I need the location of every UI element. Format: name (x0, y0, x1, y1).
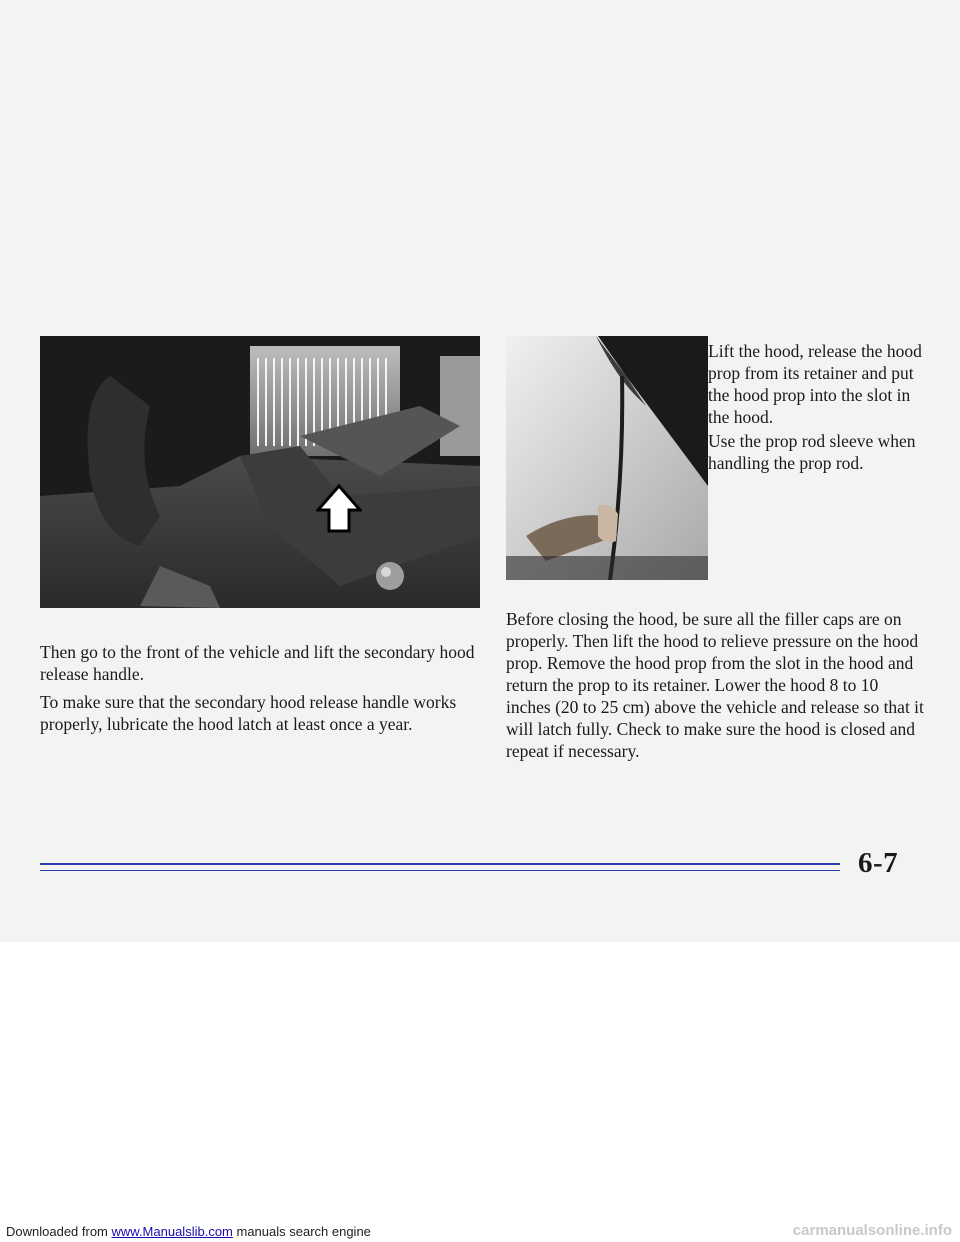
hood-release-photo (40, 336, 480, 608)
side-paragraph-1: Lift the hood, release the hood prop from its retainer and put the hood prop into the slot in the hood. (708, 341, 922, 427)
lubricate-latch-paragraph: To make sure that the secondary hood release handle works properly, lubricate the hood latch at least once a year. (40, 692, 457, 734)
hood-release-illustration (40, 336, 480, 608)
page-number: 6-7 (858, 847, 899, 879)
footer-suffix: manuals search engine (232, 1224, 371, 1239)
secondary-release-paragraph: Then go to the front of the vehicle and lift the secondary hood release handle. (40, 642, 475, 684)
watermark: carmanualsonline.info (792, 1222, 952, 1239)
prop-rod-illustration (506, 336, 708, 580)
side-paragraph-2: Use the prop rod sleeve when handling the prop rod. (708, 431, 916, 473)
footer-prefix: Downloaded from (6, 1224, 112, 1239)
arrow-up-icon (316, 484, 362, 534)
closing-hood-paragraph: Before closing the hood, be sure all the filler caps are on properly. Then lift the hood to relieve pressure on the hood prop. Remove the hood prop from the slot in the hood and return the prop to its retainer. Lower the hood 8 to 10 inches (20 to 25 cm) above the vehicle and release so that it will latch fully. Check to make sure the hood is closed and repeat if necessary. (506, 609, 924, 761)
footer-rule-thick (40, 863, 840, 865)
manualslib-link[interactable]: www.Manualslib.com (111, 1224, 233, 1239)
footer-source (6, 1224, 371, 1239)
footer-rule-thin (40, 870, 840, 871)
download-footer (0, 1220, 960, 1242)
prop-rod-photo (506, 336, 708, 580)
